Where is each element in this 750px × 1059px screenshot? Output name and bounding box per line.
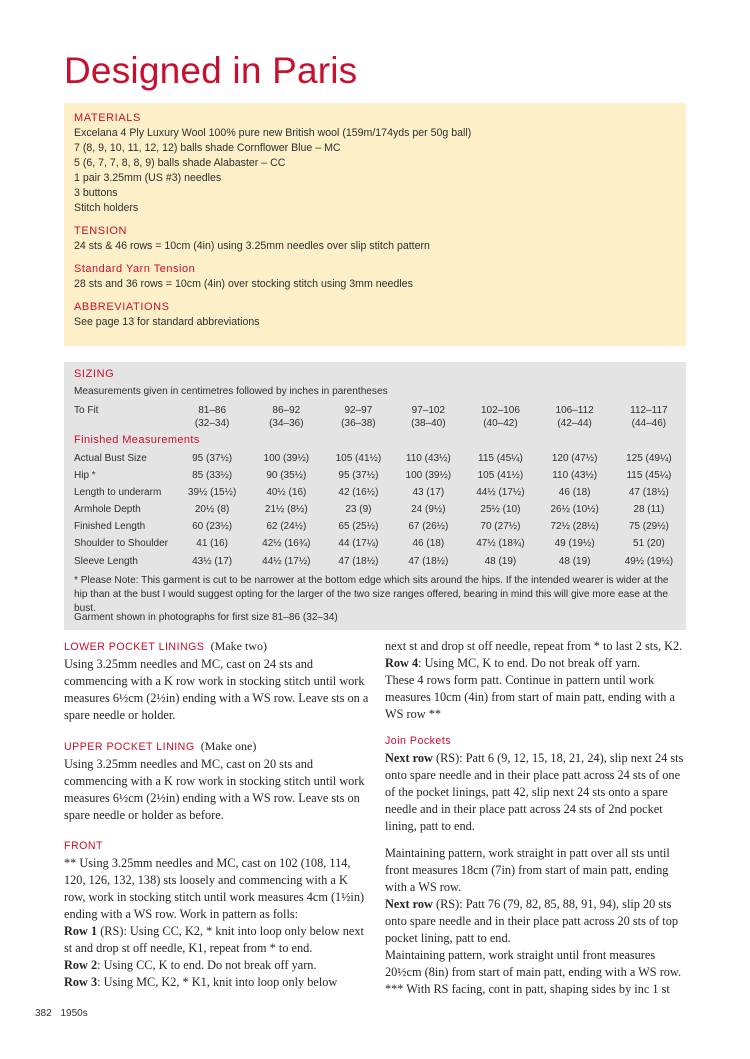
shaping-text: *** With RS facing, cont in patt, shaping sides by inc 1 st bbox=[385, 982, 670, 996]
page-footer bbox=[35, 1008, 94, 1019]
row-3: Row 3: Using MC, K2, * K1, knit into loop only below bbox=[64, 975, 338, 989]
front-heading: FRONT bbox=[64, 840, 103, 852]
measure-row: Armhole Depth 20½ (8) 21½ (8½) 23 (9) 24 (9½) 25½ (10) 26½ (10½) 28 (11) bbox=[74, 504, 665, 516]
next-row-2: Next row (RS): Patt 76 (79, 82, 85, 88, 91, 94), slip 20 sts onto spare needle and in their place patt across 20 sts of top pocket lining, patt to end. bbox=[385, 897, 678, 945]
lower-pocket-heading: LOWER POCKET LININGS bbox=[64, 641, 205, 653]
measure-row: Hip * 85 (33½) 90 (35½) 95 (37½) 100 (39½) 105 (41½) 110 (43½) 115 (45¼) bbox=[74, 470, 672, 482]
standard-tension-heading: Standard Yarn Tension bbox=[74, 263, 196, 275]
materials-line: Stitch holders bbox=[74, 202, 139, 214]
maintain-text-2: Maintaining pattern, work straight until front measures 20½cm (8in) from start of main patt, ending with a WS row. bbox=[385, 948, 682, 979]
maintain-text-1: Maintaining pattern, work straight in patt over all sts until front measures 18cm (7in) from start of main patt, ending with a WS row. bbox=[385, 846, 670, 894]
finished-heading-row bbox=[74, 434, 686, 452]
to-fit-cell: 106–112 (42–44) bbox=[555, 405, 594, 429]
materials-line: 5 (6, 7, 7, 8, 8, 9) balls shade Alabaster – CC bbox=[74, 157, 286, 169]
to-fit-cell: 81–86 (32–34) bbox=[194, 405, 230, 429]
join-pockets-heading: Join Pockets bbox=[385, 735, 452, 747]
lower-pocket-note: (Make two) bbox=[210, 639, 267, 653]
left-column bbox=[64, 638, 370, 991]
to-fit-label: To Fit bbox=[74, 405, 99, 416]
to-fit-row bbox=[74, 404, 686, 434]
finished-measurements-heading: Finished Measurements bbox=[74, 434, 200, 446]
rows-form-text: These 4 rows form patt. Continue in pattern until work measures 10cm (4in) from start of main patt, ending with a WS row ** bbox=[385, 673, 675, 721]
tension-text: 24 sts & 46 rows = 10cm (4in) using 3.25mm needles over slip stitch pattern bbox=[74, 240, 430, 252]
sizing-heading: SIZING bbox=[74, 368, 115, 380]
row-1: Row 1 (RS): Using CC, K2, * knit into loop only below next st and drop st off needle, K1, repeat from * to end. bbox=[64, 924, 364, 955]
upper-pocket-text: Using 3.25mm needles and MC, cast on 20 sts and commencing with a K row work in stocking stitch until work measures 6½cm (2½in) ending with a WS row. Leave sts on spare needle or holder as before. bbox=[64, 757, 365, 822]
page-title: Designed in Paris bbox=[64, 50, 358, 91]
sizing-panel bbox=[64, 362, 686, 630]
row-2: Row 2: Using CC, K to end. Do not break off yarn. bbox=[64, 958, 317, 972]
materials-heading: MATERIALS bbox=[74, 112, 141, 124]
please-note: * Please Note: This garment is cut to be narrower at the bottom edge which sits around the hips. If the intended wearer is wider at the hip than at the bust I would suggest opting for the larger of the two size ranges offered, bearing in mind this will give more ease at the bust. bbox=[74, 575, 669, 614]
measure-row: Sleeve Length 43½ (17) 44½ (17½) 47 (18½) 47 (18½) 48 (19) 48 (19) 49½ (19½) bbox=[74, 555, 674, 567]
lower-pocket-text: Using 3.25mm needles and MC, cast on 24 sts and commencing with a K row work in stocking stitch until work measures 6½cm (2½in) ending with a WS row. Leave sts on a spare needle or holder. bbox=[64, 657, 369, 722]
to-fit-cell: 92–97 (36–38) bbox=[341, 405, 376, 429]
tension-heading: TENSION bbox=[74, 225, 128, 237]
sizing-table bbox=[74, 404, 686, 572]
garment-note: Garment shown in photographs for first size 81–86 (32–34) bbox=[74, 612, 338, 623]
materials-panel bbox=[64, 103, 686, 346]
measure-row: Shoulder to Shoulder 41 (16) 42½ (16¾) 44 (17¼) 46 (18) 47½ (18¾) 49 (19½) 51 (20) bbox=[74, 538, 665, 550]
to-fit-cell: 86–92 (34–36) bbox=[269, 405, 304, 429]
to-fit-cell: 112–117 (44–46) bbox=[630, 405, 668, 429]
standard-tension-text: 28 sts and 36 rows = 10cm (4in) over stocking stitch using 3mm needles bbox=[74, 278, 413, 290]
measure-row: Length to underarm 39½ (15½) 40½ (16) 42 (16½) 43 (17) 44½ (17½) 46 (18) 47 (18½) bbox=[74, 487, 669, 499]
to-fit-cell: 97–102 (38–40) bbox=[411, 405, 446, 429]
row-4: Row 4: Using MC, K to end. Do not break off yarn. bbox=[385, 656, 641, 670]
abbreviations-text: See page 13 for standard abbreviations bbox=[74, 316, 260, 328]
upper-pocket-heading: UPPER POCKET LINING bbox=[64, 741, 195, 753]
abbreviations-heading: ABBREVIATIONS bbox=[74, 301, 170, 313]
section-name: 1950s bbox=[60, 1008, 88, 1019]
front-text: ** Using 3.25mm needles and MC, cast on 102 (108, 114, 120, 126, 132, 138) sts loosely and commencing with a K row, work in stocking stitch until work measures 4cm (1½in) ending with a WS row. Work in pattern as folls: bbox=[64, 856, 365, 921]
next-row-1: Next row (RS): Patt 6 (9, 12, 15, 18, 21, 24), slip next 24 sts onto spare needle and in their place patt across 24 sts of one of the pocket linings, patt 42, slip next 24 sts onto a spare needle and in their place patt across 24 sts of 2nd pocket lining, patt to end. bbox=[385, 751, 684, 833]
right-column bbox=[385, 638, 689, 998]
materials-line: 3 buttons bbox=[74, 187, 118, 199]
row-3-continued: next st and drop st off needle, repeat from * to last 2 sts, K2. bbox=[385, 639, 683, 653]
upper-pocket-note: (Make one) bbox=[200, 739, 257, 753]
sizing-intro: Measurements given in centimetres followed by inches in parentheses bbox=[74, 386, 388, 397]
page-number: 382 bbox=[35, 1008, 52, 1019]
materials-line: Excelana 4 Ply Luxury Wool 100% pure new British wool (159m/174yds per 50g ball) bbox=[74, 127, 472, 139]
measure-row: Finished Length 60 (23½) 62 (24½) 65 (25½) 67 (26½) 70 (27½) 72½ (28½) 75 (29½) bbox=[74, 521, 669, 533]
materials-line: 7 (8, 9, 10, 11, 12, 12) balls shade Cornflower Blue – MC bbox=[74, 142, 341, 154]
materials-line: 1 pair 3.25mm (US #3) needles bbox=[74, 172, 222, 184]
to-fit-cell: 102–106 (40–42) bbox=[480, 405, 520, 429]
measure-row: Actual Bust Size 95 (37½) 100 (39½) 105 (41½) 110 (43½) 115 (45¼) 120 (47½) 125 (49¼) bbox=[74, 453, 672, 464]
